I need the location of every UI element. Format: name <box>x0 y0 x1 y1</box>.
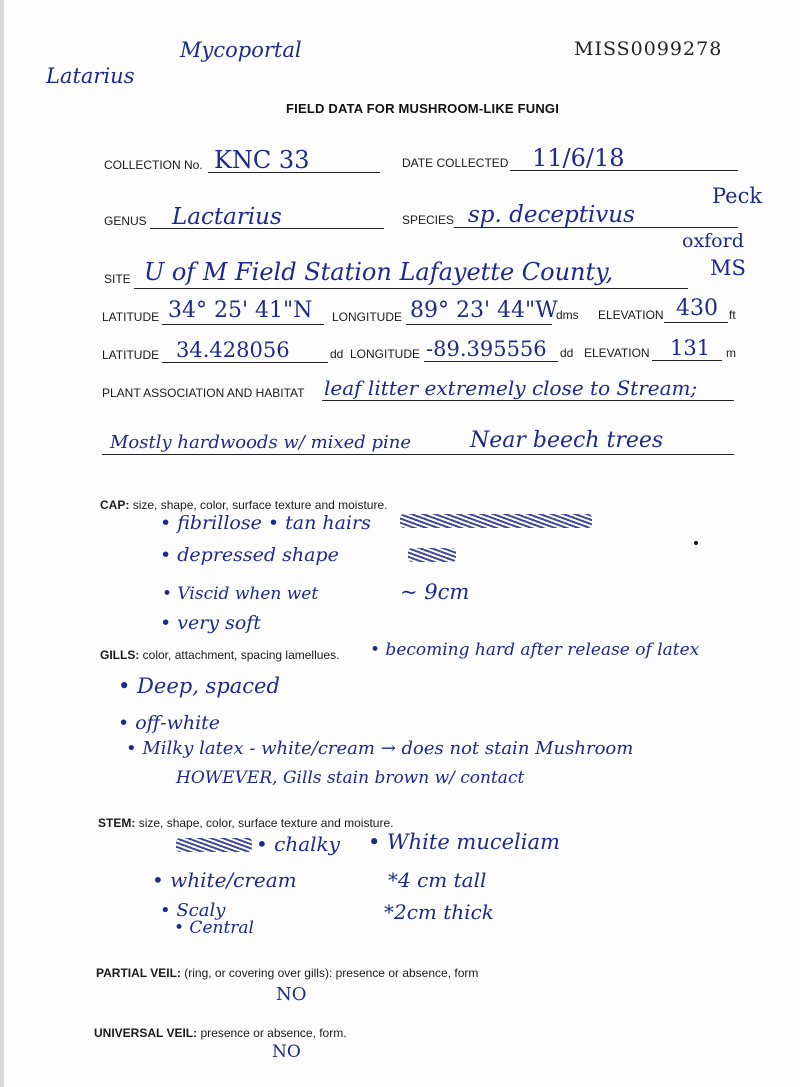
habitat-line-1 <box>322 400 734 401</box>
site-town: oxford <box>682 230 744 252</box>
latitude-dd-label: LATITUDE <box>102 348 160 362</box>
longitude-dd-value: -89.395556 <box>426 337 547 361</box>
universal-veil-value: NO <box>272 1042 301 1062</box>
cap-note-2: • depressed shape <box>160 544 339 566</box>
stem-right-note-1: • White muceliam <box>368 830 560 854</box>
gills-note-right: • becoming hard after release of latex <box>370 640 700 660</box>
longitude-dd-unit: dd <box>560 346 574 360</box>
cap-label: CAP: <box>100 498 130 512</box>
elevation-m-value: 131 <box>670 336 711 360</box>
species-value: sp. deceptivus <box>468 202 635 228</box>
stem-left-note-2: • white/cream <box>152 868 297 892</box>
latitude-dd-value: 34.428056 <box>176 338 290 362</box>
elevation-m-unit: m <box>726 346 736 360</box>
collection-number-label: COLLECTION No. <box>104 158 203 172</box>
form-title: FIELD DATA FOR MUSHROOM-LIKE FUNGI <box>286 101 560 116</box>
latitude-dms-line <box>162 324 324 325</box>
partial-veil-prompt: (ring, or covering over gills): presence or absence, form <box>184 966 479 980</box>
stem-heading <box>98 816 393 830</box>
partial-veil-heading <box>96 966 478 980</box>
cap-note-1: • fibrillose • tan hairs <box>160 512 371 534</box>
elevation-m-line <box>652 360 722 361</box>
stem-left-note-3: • Scaly <box>160 900 226 921</box>
genus-value: Lactarius <box>172 204 282 230</box>
annotation-mycoportal: Mycoportal <box>180 38 302 62</box>
gills-label: GILLS: <box>100 648 140 662</box>
cap-heading <box>100 498 387 512</box>
stem-left-note-1: • chalky <box>256 832 340 856</box>
stem-right-note-2: *4 cm tall <box>388 868 487 892</box>
gills-note-4: HOWEVER, Gills stain brown w/ contact <box>176 768 525 788</box>
site-line <box>134 288 688 289</box>
date-collected-label: DATE COLLECTED <box>402 156 509 170</box>
elevation-ft-unit: ft <box>729 308 736 322</box>
cap-size-note: ~ 9cm <box>400 580 470 604</box>
latitude-dd-unit: dd <box>330 347 344 361</box>
cap-note-3: • Viscid when wet <box>162 584 319 604</box>
longitude-dms-label: LONGITUDE <box>332 310 403 324</box>
habitat-line-2 <box>102 454 734 455</box>
stem-scribble <box>176 838 252 852</box>
stem-right-note-3: *2cm thick <box>384 900 494 924</box>
gills-note-2: • off-white <box>118 712 221 734</box>
partial-veil-value: NO <box>276 984 307 1005</box>
cap-scribble-2 <box>408 548 456 562</box>
site-state: MS <box>710 256 746 280</box>
gills-note-1: • Deep, spaced <box>118 674 280 698</box>
latitude-dms-value: 34° 25' 41"N <box>168 298 313 323</box>
habitat-label: PLANT ASSOCIATION AND HABITAT <box>102 386 305 400</box>
cap-scribble-1 <box>400 514 592 528</box>
universal-veil-heading <box>94 1026 347 1040</box>
elevation-ft-label: ELEVATION <box>598 308 664 322</box>
longitude-dms-value: 89° 23' 44"W <box>410 298 558 323</box>
longitude-dd-line <box>424 361 558 362</box>
site-value: U of M Field Station Lafayette County, <box>144 258 614 286</box>
elevation-ft-line <box>664 322 728 323</box>
catalog-number: MISS0099278 <box>574 38 723 60</box>
site-label: SITE <box>104 272 131 286</box>
universal-veil-prompt: presence or absence, form. <box>200 1026 347 1040</box>
gills-note-3: • Milky latex - white/cream → does not stain Mushroom <box>126 738 634 759</box>
cap-note-4: • very soft <box>160 612 261 634</box>
stem-label: STEM: <box>98 816 136 830</box>
latitude-dd-line <box>162 362 328 363</box>
elevation-m-label: ELEVATION <box>584 346 650 360</box>
species-author: Peck <box>712 184 763 208</box>
elevation-ft-value: 430 <box>676 296 718 321</box>
dms-unit: dms <box>556 308 579 322</box>
latitude-dms-label: LATITUDE <box>102 310 160 324</box>
collection-number-value: KNC 33 <box>214 146 310 174</box>
cap-stray-dot <box>694 541 698 545</box>
gills-prompt: color, attachment, spacing lamellues. <box>142 648 340 662</box>
genus-label: GENUS <box>104 214 147 228</box>
species-label: SPECIES <box>402 213 455 227</box>
stem-prompt: size, shape, color, surface texture and moisture. <box>138 816 394 830</box>
date-collected-value: 11/6/18 <box>532 144 625 172</box>
annotation-genus-note: Latarius <box>46 64 135 88</box>
habitat-line-2a-value: Mostly hardwoods w/ mixed pine <box>110 432 411 453</box>
cap-prompt: size, shape, color, surface texture and moisture. <box>132 498 388 512</box>
longitude-dms-line <box>406 324 552 325</box>
habitat-line-1-value: leaf litter extremely close to Stream; <box>324 376 698 400</box>
longitude-dd-label: LONGITUDE <box>350 347 421 361</box>
stem-left-note-4: • Central <box>174 918 254 938</box>
universal-veil-label: UNIVERSAL VEIL: <box>94 1026 198 1040</box>
partial-veil-label: PARTIAL VEIL: <box>96 966 181 980</box>
habitat-line-2b-value: Near beech trees <box>470 428 664 453</box>
page-edge-shadow <box>0 0 4 1087</box>
gills-heading <box>100 648 339 662</box>
